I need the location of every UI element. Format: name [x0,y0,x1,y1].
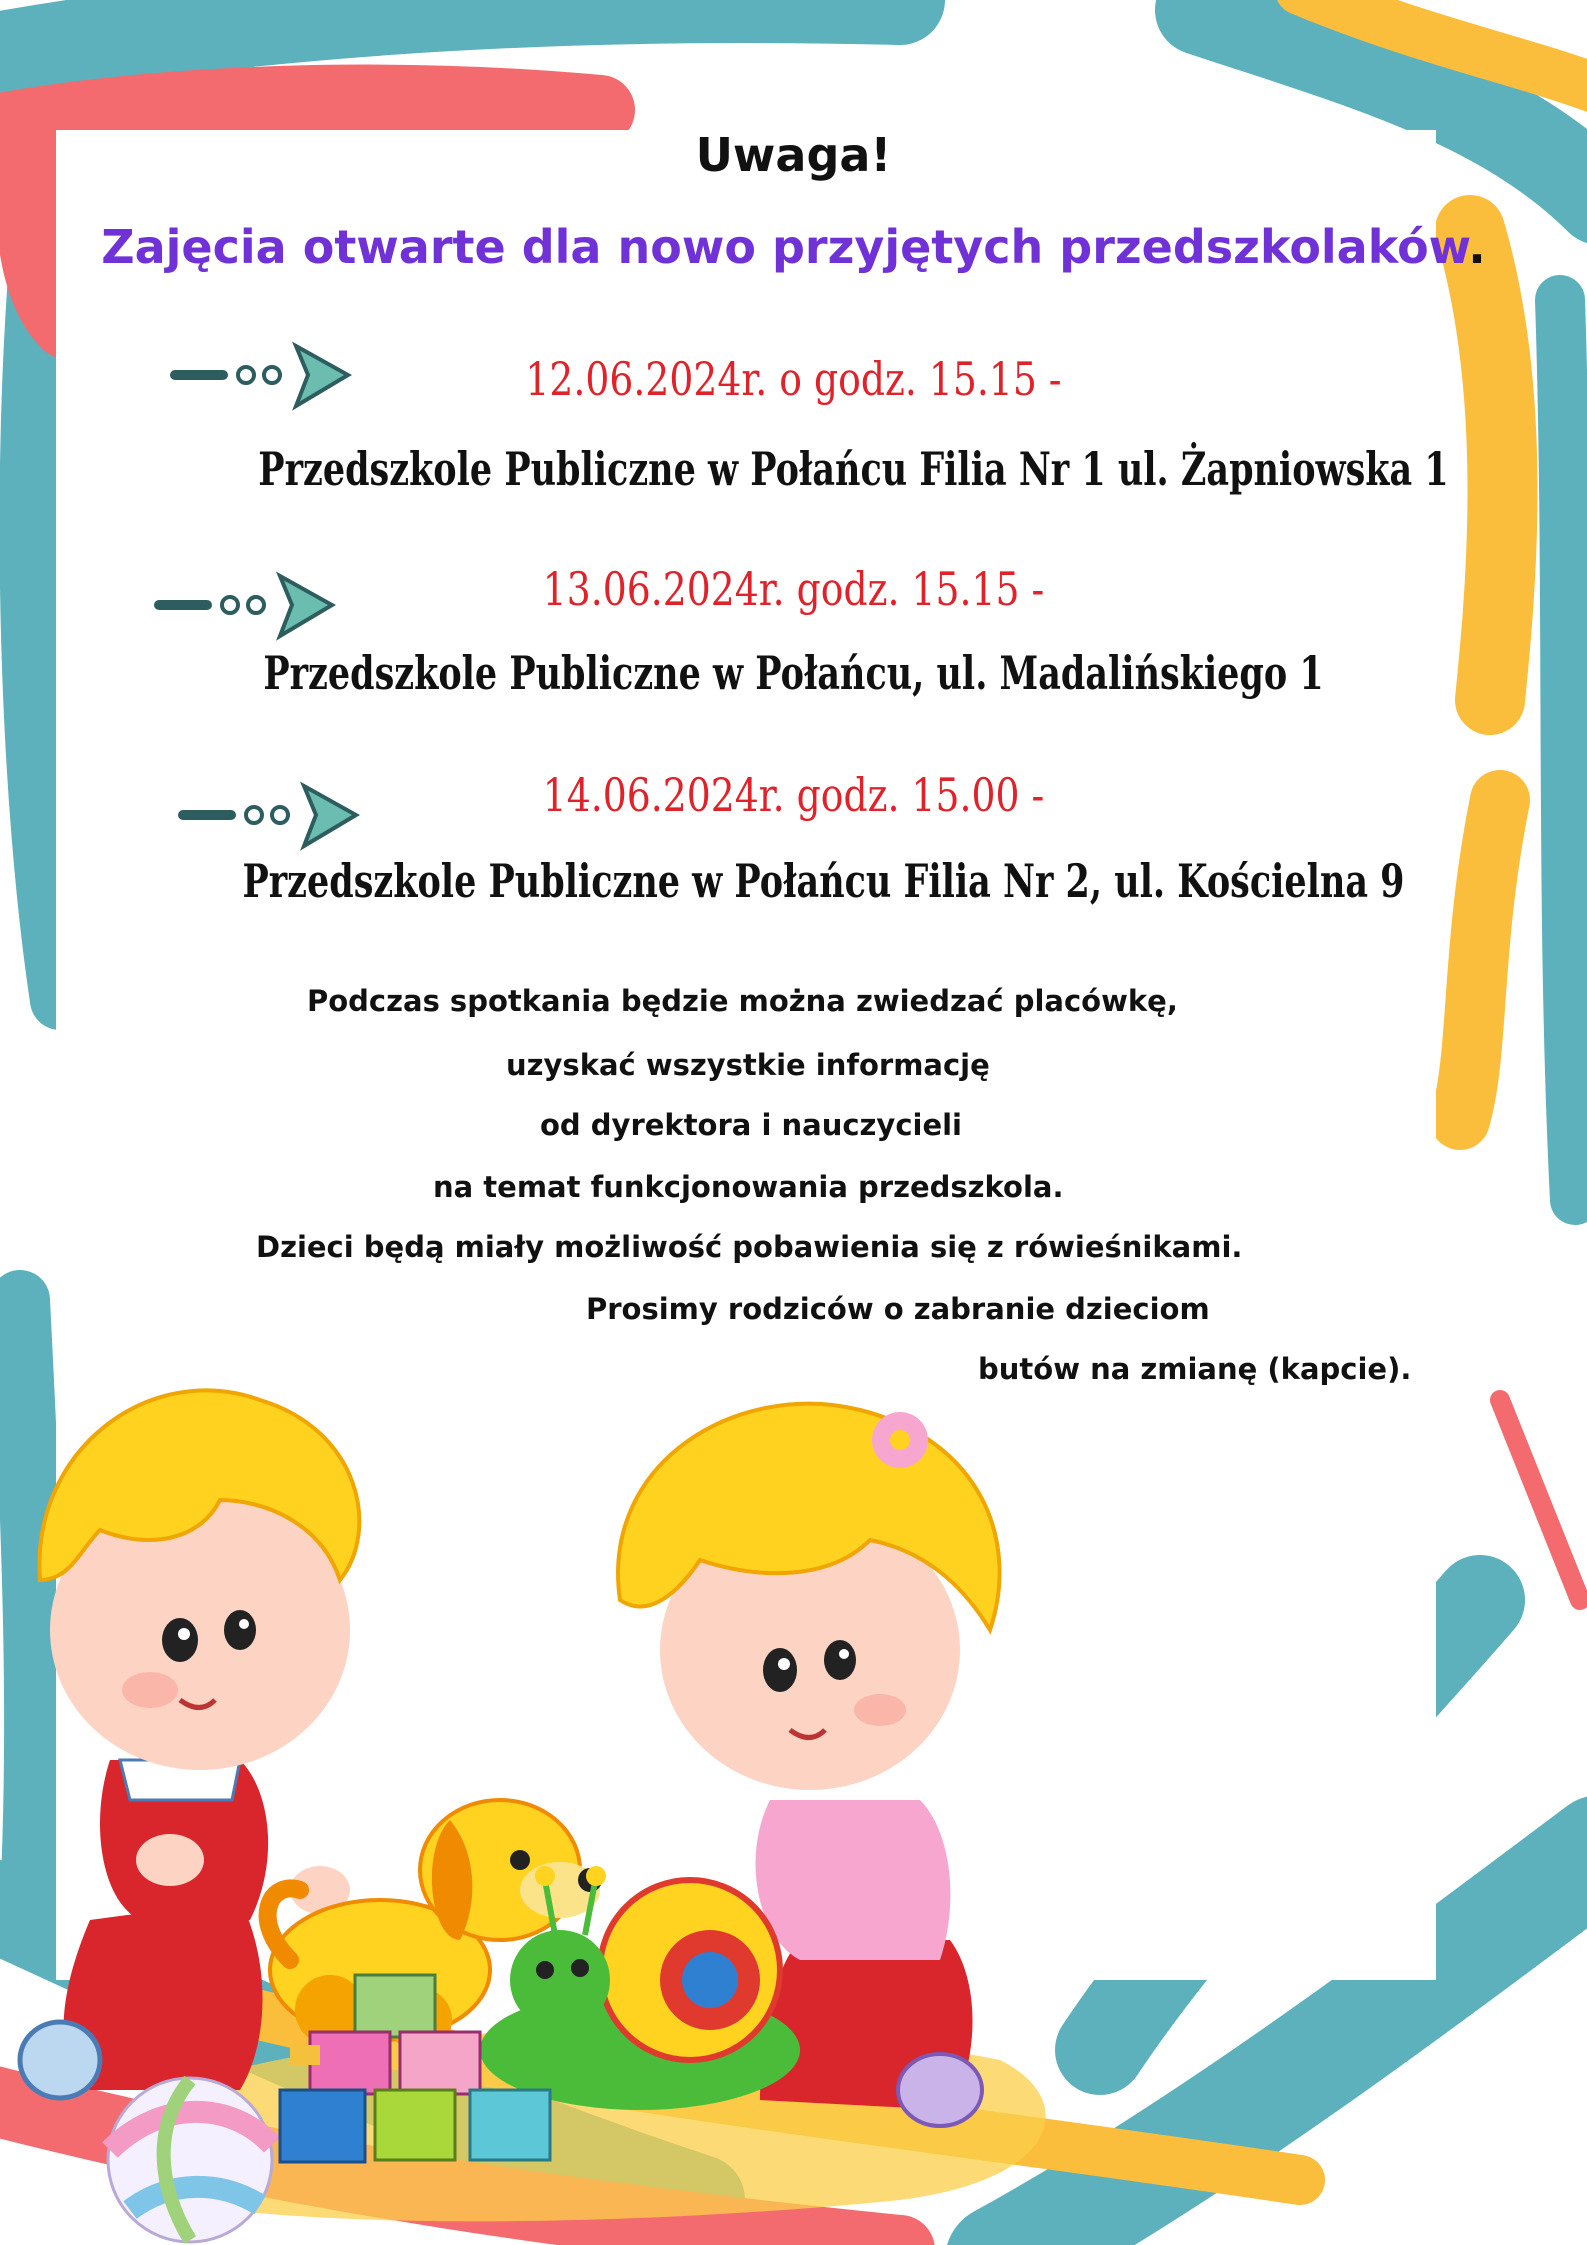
event-place: Przedszkole Publiczne w Połańcu Filia Nr 1 ul. Żapniowska 1 [258,442,1449,496]
info-line: na temat funkcjonowania przedszkola. [433,1170,1064,1204]
info-line: Podczas spotkania będzie można zwiedzać placówkę, [307,984,1178,1018]
event-date: 13.06.2024r. godz. 15.15 - [542,562,1045,616]
info-line: Dzieci będą miały możliwość pobawienia się z rówieśnikami. [256,1230,1243,1264]
event-date: 12.06.2024r. o godz. 15.15 - [525,352,1062,406]
children-illustration [0,1200,1120,2245]
subtitle-period: . [1468,220,1486,274]
event-place: Przedszkole Publiczne w Połańcu Filia Nr 2, ul. Kościelna 9 [242,854,1405,908]
info-line: Prosimy rodziców o zabranie dzieciom [586,1292,1210,1326]
info-line: butów na zmianę (kapcie). [978,1352,1412,1386]
event-place: Przedszkole Publiczne w Połańcu, ul. Madalińskiego 1 [263,646,1324,700]
subtitle-text: Zajęcia otwarte dla nowo przyjętych przedszkolaków [101,220,1469,274]
toy-ball [108,2078,272,2242]
info-line: od dyrektora i nauczycieli [540,1108,963,1142]
page-subtitle [0,220,1587,274]
page-title: Uwaga! [695,128,892,182]
event-date: 14.06.2024r. godz. 15.00 - [542,768,1045,822]
info-line: uzyskać wszystkie informację [506,1048,990,1082]
